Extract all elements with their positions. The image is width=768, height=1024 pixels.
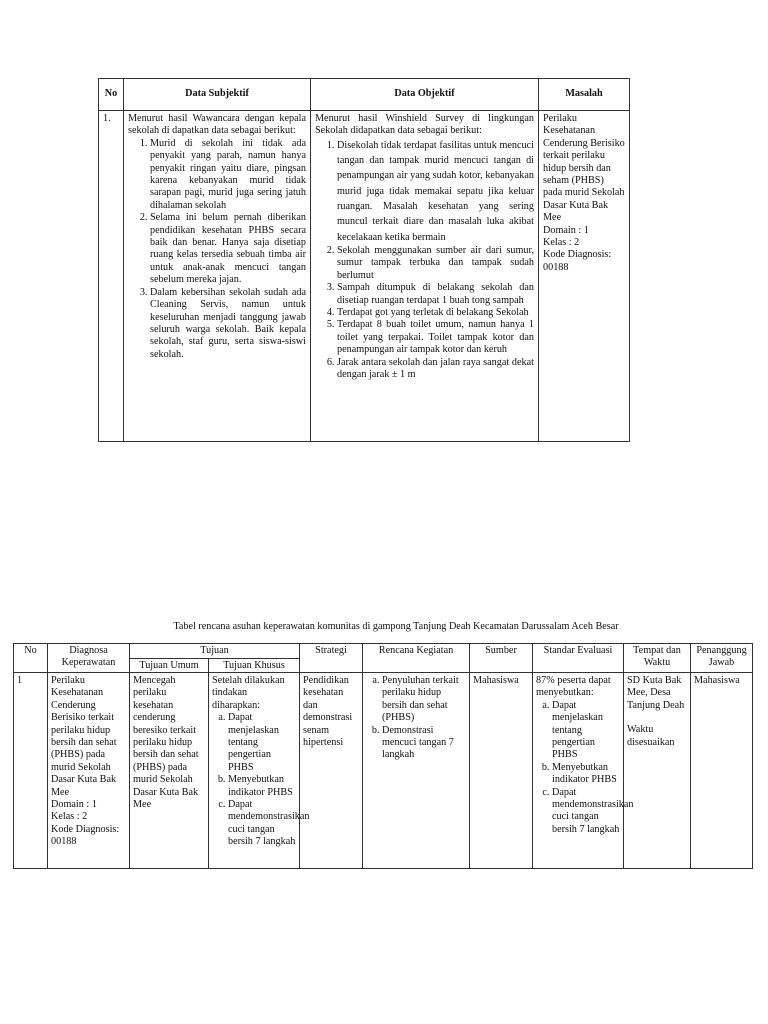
header-data-objektif: Data Objektif — [311, 79, 539, 111]
subjektif-list — [128, 138, 306, 361]
tujuan-khusus-item: a. Dapat menjelaskan tentang pengertian PHBS — [228, 712, 296, 774]
standar-item: c. Dapat mendemonstrasikan cuci tangan bersih 7 langkah — [552, 787, 620, 837]
diagnosa-kode: 00188 — [51, 836, 77, 848]
tempat-gap — [627, 712, 687, 724]
objektif-cell — [311, 111, 539, 442]
tujuan-khusus-list — [212, 712, 310, 848]
masalah-kode-label: Kode Diagnosis: — [543, 249, 612, 261]
rencana-item: a. Penyuluhan terkait perilaku hidup bersih dan sehat (PHBS) — [382, 675, 466, 725]
header-diagnosa: Diagnosa Keperawatan — [48, 644, 130, 673]
objektif-item: 2. Sekolah menggunakan sumber air dari sumur, sumur tampak terbuka dan tampak sudah berlumut — [337, 245, 534, 282]
tempat-cell — [624, 673, 691, 869]
care-plan-header-row — [14, 644, 753, 659]
rencana-cell — [363, 673, 470, 869]
care-plan-row — [14, 673, 753, 869]
standar-cell — [533, 673, 634, 869]
header-strategi: Strategi — [300, 644, 363, 673]
assessment-header-row — [99, 79, 630, 111]
penanggung-cell: Mahasiswa — [691, 673, 753, 869]
strategi-cell: Pendidikan kesehatan dan demonstrasi senam hipertensi — [300, 673, 363, 869]
subjektif-item: 3. Dalam kebersihan sekolah sudah ada Cleaning Servis, namun untuk keseluruhan menjadi tanggung jawab seluruh warga sekolah. Baik kepala sekolah, staf guru, serta siswa-siswi sekolah. — [150, 287, 306, 361]
header-no: No — [99, 79, 124, 111]
header-tujuan: Tujuan — [130, 644, 300, 659]
tujuan-khusus-cell — [209, 673, 310, 869]
masalah-text: Perilaku Kesehatanan Cenderung Berisiko terkait perilaku hidup bersih dan seham (PHBS) pada murid Sekolah Dasar Kuta Bak Mee — [543, 113, 625, 224]
header-standar: Standar Evaluasi — [533, 644, 624, 673]
row-no: 1 — [14, 673, 48, 869]
tujuan-umum-cell: Mencegah perilaku kesehatan cenderung beresiko terkait perilaku hidup bersih dan sehat (PHBS) pada murid Sekolah Dasar Kuta Bak Mee — [130, 673, 209, 869]
objektif-item: 3. Sampah ditumpuk di belakang sekolah dan disetiap ruangan terdapat 1 buah tong sampah — [337, 282, 534, 307]
diagnosa-cell — [48, 673, 130, 869]
masalah-cell — [539, 111, 630, 442]
objektif-item: 1. Disekolah tidak terdapat fasilitas untuk mencuci tangan dan tampak murid mencuci tangan di penampungan air yang sudah kotor, kebanyakan murid juga tidak memakai sepatu jika keluar ruangan. Masalah kesehatan yang sering muncul terkait diare dan masalah luka akibat kecelakaan ketika bermain — [337, 138, 534, 245]
standar-item: a. Dapat menjelaskan tentang pengertian PHBS — [552, 700, 620, 762]
tempat-text: SD Kuta Bak Mee, Desa Tanjung Deah — [627, 675, 685, 711]
standar-intro: 87% peserta dapat menyebutkan: — [536, 675, 611, 699]
header-penanggung: Penanggung Jawab — [691, 644, 753, 673]
tujuan-khusus-item: c. Dapat mendemonstrasikan cuci tangan bersih 7 langkah — [228, 799, 296, 849]
diagnosa-text: Perilaku Kesehatanan Cenderung Berisiko terkait perilaku hidup bersih dan sehat (PHBS) pada murid Sekolah Dasar Kuta Bak Mee — [51, 675, 117, 798]
table-caption: Tabel rencana asuhan keperawatan komunitas di gampong Tanjung Deah Kecamatan Darussalam Aceh Besar — [173, 621, 619, 632]
care-plan-table — [13, 643, 753, 869]
assessment-table — [98, 78, 630, 442]
tujuan-khusus-intro: Setelah dilakukan tindakan diharapkan: — [212, 675, 285, 711]
objektif-item: 5. Terdapat 8 buah toilet umum, namun hanya 1 toilet yang terpakai. Toilet tampak kotor dan penampungan air tampak kotor dan keruh — [337, 319, 534, 356]
objektif-intro: Menurut hasil Winshield Survey di lingkungan Sekolah didapatkan data sebagai berikut: — [315, 113, 534, 137]
masalah-kelas: Kelas : 2 — [543, 237, 580, 249]
diagnosa-domain: Domain : 1 — [51, 799, 97, 811]
header-tujuan-umum: Tujuan Umum — [130, 658, 209, 673]
header-tujuan-khusus: Tujuan Khusus — [209, 658, 300, 673]
standar-list — [536, 699, 634, 836]
standar-item: b. Menyebutkan indikator PHBS — [552, 762, 620, 787]
rencana-item: b. Demonstrasi mencuci tangan 7 langkah — [382, 725, 466, 762]
objektif-item: 4. Terdapat got yang terletak di belakang Sekolah — [337, 307, 534, 319]
masalah-kode: 00188 — [543, 261, 569, 273]
header-rencana: Rencana Kegiatan — [363, 644, 470, 673]
diagnosa-kelas: Kelas : 2 — [51, 811, 88, 823]
row-no: 1. — [99, 111, 124, 442]
header-no: No — [14, 644, 48, 673]
subjektif-item: 2. Selama ini belum pernah diberikan pendidikan kesehatan PHBS secara baik dan benar. Hanya saja disetiap ruang kelas tersedia sebuah timba air untuk anak-anak mencuci tangan sebelum mereka jajan. — [150, 212, 306, 286]
subjektif-cell — [124, 111, 311, 442]
waktu-text: Waktu disesuaikan — [627, 724, 675, 748]
header-data-subjektif: Data Subjektif — [124, 79, 311, 111]
objektif-item: 6. Jarak antara sekolah dan jalan raya sangat dekat dengan jarak ± 1 m — [337, 357, 534, 382]
assessment-row — [99, 111, 630, 442]
header-sumber: Sumber — [470, 644, 533, 673]
subjektif-intro: Menurut hasil Wawancara dengan kepala sekolah di dapatkan data sebagai berikut: — [128, 113, 306, 137]
header-tempat: Tempat dan Waktu — [624, 644, 691, 673]
tujuan-khusus-item: b. Menyebutkan indikator PHBS — [228, 774, 296, 799]
objektif-list — [315, 138, 534, 382]
masalah-domain: Domain : 1 — [543, 224, 589, 236]
diagnosa-kode-label: Kode Diagnosis: — [51, 823, 120, 835]
sumber-cell: Mahasiswa — [470, 673, 533, 869]
rencana-list — [366, 675, 466, 762]
subjektif-item: 1. Murid di sekolah ini tidak ada penyakit yang parah, namun hanya penyakit ringan yaitu diare, pingsan karena kebanyakan murid tidak sarapan pagi, murid juga sering jatuh dihalaman sekolah — [150, 138, 306, 212]
header-masalah: Masalah — [539, 79, 630, 111]
